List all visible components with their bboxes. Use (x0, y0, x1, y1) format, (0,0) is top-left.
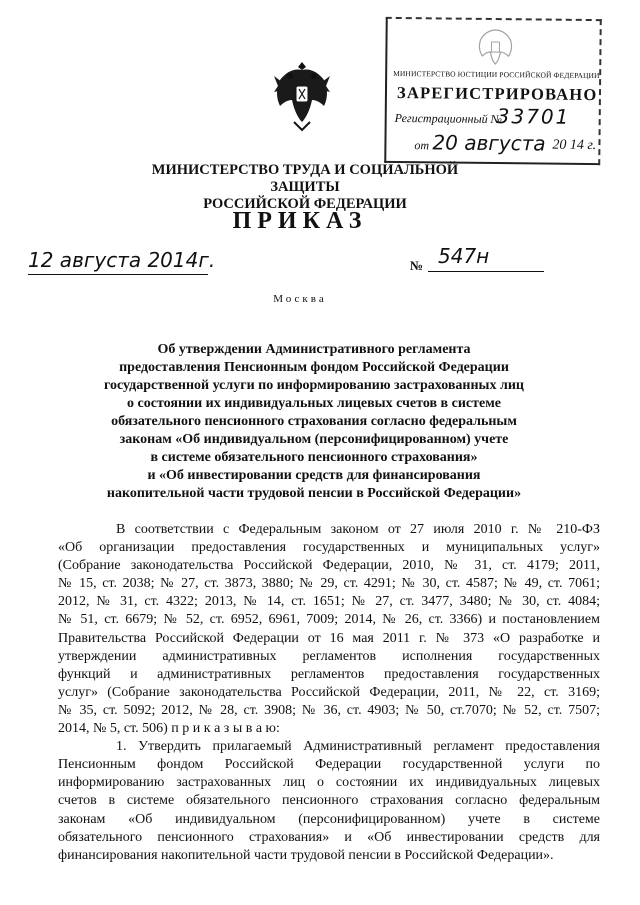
body-line: № 35, ст. 5092; 2012, № 28, ст. 3908; № 36, ст. 4903; № 50, ст.7070; № 52, ст. 7507; (58, 702, 600, 718)
title-line: о состоянии их индивидуальных лицевых счетов в системе (127, 396, 501, 411)
body-line: 2014, № 5, ст. 506) п р и к а з ы в а ю: (58, 721, 280, 737)
title-line: Об утверждении Административного регламента (157, 342, 471, 357)
body-line: В соответствии с Федеральным законом от 27 июля 2010 г. № 210-ФЗ (116, 522, 600, 537)
stamp-date-label: от (414, 138, 430, 153)
body-line: обязательного пенсионного страхования» и «Об инвестировании средств для (58, 829, 600, 845)
stamp-ministry-text: МИНИСТЕРСТВО ЮСТИЦИИ РОССИЙСКОЙ ФЕДЕРАЦИИ (393, 68, 600, 81)
ministry-line-1: МИНИСТЕРСТВО ТРУДА И СОЦИАЛЬНОЙ ЗАЩИТЫ (151, 162, 459, 195)
title-line: государственной услуги по информированию застрахованных лиц (104, 378, 524, 393)
title-line: обязательного пенсионного страхования согласно федеральным (111, 414, 517, 429)
stamp-date-value: 20 августа (432, 130, 546, 156)
body-line: (Собрание законодательства Российской Федерации, 2010, № 31, ст. 4179; 2011, (58, 558, 600, 574)
registration-stamp (384, 17, 602, 165)
body-line: финансирования накопительной части трудовой пенсии в Российской Федерации». (58, 847, 554, 863)
ministry-line-2: РОССИЙСКОЙ ФЕДЕРАЦИИ (203, 196, 407, 212)
coat-of-arms-emblem (272, 58, 332, 132)
order-date: 12 августа 2014г. (28, 248, 208, 275)
body-line: «Об организации предоставления государственных и муниципальных услуг» (58, 540, 600, 556)
body-line: функций и административных регламентов предоставления государственных (58, 666, 600, 682)
body-line: № 15, ст. 2038; № 27, ст. 3873, 3880; № 29, ст. 4291; № 30, ст. 4587; № 49, ст. 7061; (58, 576, 600, 592)
body-line: Правительства Российской Федерации от 16 мая 2011 г. № 373 «О разработке и (58, 630, 600, 646)
ministry-heading (130, 162, 480, 213)
title-line: законам «Об индивидуальном (персонифицированном) учете (119, 432, 509, 447)
body-line: № 51, ст. 6679; № 52, ст. 6952, 6961, 7009; 2014, № 26, ст. 3366) и постановлением (58, 612, 600, 628)
stamp-date-suffix: 20 14 г. (552, 137, 597, 154)
document-type: ПРИКАЗ (232, 208, 368, 234)
title-line: предоставления Пенсионным фондом Российской Федерации (119, 360, 509, 375)
document-title (60, 341, 568, 503)
stamp-regno-label: Регистрационный № (394, 110, 503, 127)
title-line: накопительной части трудовой пенсии в Российской Федерации» (106, 486, 522, 501)
body-line: счетов в системе обязательного пенсионного страхования согласно федеральным (58, 793, 600, 809)
body-line: 1. Утвердить прилагаемый Административный регламент предоставления (116, 739, 600, 755)
body-line: утверждении административных регламентов исполнения государственных (58, 648, 600, 664)
title-line: и «Об инвестировании средств для финансирования (147, 468, 481, 483)
document-body (58, 521, 600, 865)
body-line: услуг» (Собрание законодательства Российской Федерации, 2011, № 22, ст. 3169; (58, 684, 600, 700)
stamp-registered-text: ЗАРЕГИСТРИРОВАНО (396, 82, 598, 105)
order-number-label: № (410, 258, 424, 273)
city: Москва (273, 293, 327, 305)
body-line: Пенсионным фондом Российской Федерации государственной услуги по (58, 757, 600, 773)
body-line: законам «Об индивидуальном (персонифицированном) учете в системе (58, 811, 600, 827)
body-line: 2012, № 31, ст. 4322; 2013, № 14, ст. 1651; № 27, ст. 3477, 3480; № 30, ст. 4084; (58, 594, 600, 610)
title-line: в системе обязательного пенсионного страхования» (150, 450, 478, 465)
stamp-emblem-icon (473, 26, 517, 68)
stamp-regno-value: 33701 (496, 104, 571, 129)
order-number: 547н (428, 244, 544, 272)
body-line: информированию застрахованных лиц о состоянии их индивидуальных лицевых (58, 775, 600, 791)
